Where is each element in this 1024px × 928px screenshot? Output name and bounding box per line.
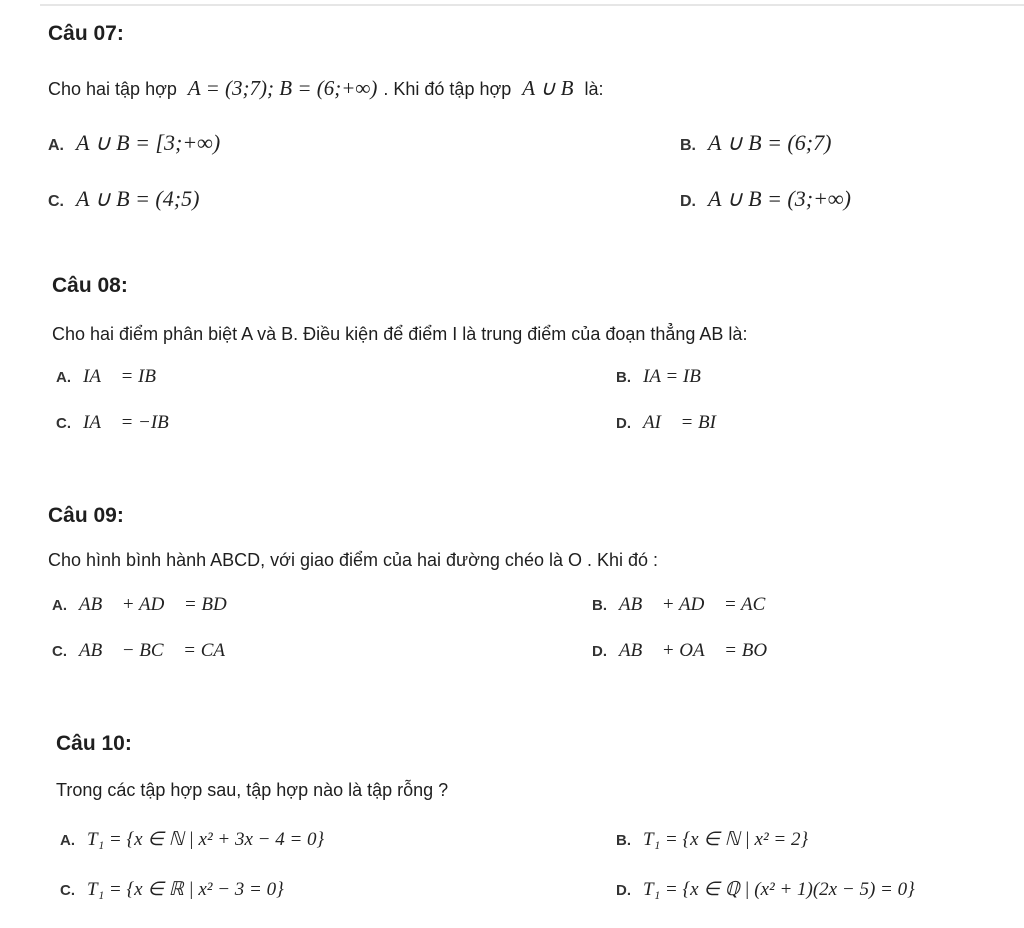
q9-option-a[interactable] [52, 594, 242, 616]
question-10-title: Câu 10: [56, 732, 132, 755]
question-7-text [48, 76, 603, 101]
option-expression: A ∪ B = [3;+∞) [76, 130, 221, 155]
q8-option-c[interactable] [56, 412, 184, 434]
option-expression: T₁ = {x ∈ ℚ | (x² + 1)(2x − 5) = 0} [643, 879, 915, 900]
option-letter: B. [592, 597, 607, 614]
question-7-middle: . Khi đó tập hợp [383, 79, 512, 99]
question-8-title: Câu 08: [52, 274, 128, 297]
option-letter: A. [52, 597, 67, 614]
option-letter: D. [592, 643, 607, 660]
q7-option-b[interactable] [680, 130, 831, 156]
option-letter: A. [48, 137, 64, 154]
q7-option-a[interactable] [48, 130, 220, 156]
option-expression: AI⃗ = BI⃗ [643, 412, 731, 433]
option-letter: D. [616, 882, 631, 899]
question-10-text: Trong các tập hợp sau, tập hợp nào là tập rỗng ? [56, 780, 449, 800]
question-9-title: Câu 09: [48, 504, 124, 527]
q10-option-d[interactable] [616, 878, 915, 901]
option-expression: IA = IB [643, 366, 701, 387]
question-7-end: là: [584, 79, 604, 99]
option-expression: IA⃗ = −IB⃗ [83, 412, 184, 433]
option-letter: C. [52, 643, 67, 660]
q10-option-b[interactable] [616, 828, 808, 851]
q8-option-d[interactable] [616, 412, 731, 434]
q7-option-d[interactable] [680, 186, 851, 212]
question-9-text: Cho hình bình hành ABCD, với giao điểm của hai đường chéo là O . Khi đó : [48, 550, 659, 570]
option-expression: A ∪ B = (3;+∞) [708, 186, 851, 211]
top-divider [40, 4, 1024, 6]
option-expression: T₁ = {x ∈ ℕ | x² = 2} [643, 829, 809, 850]
option-expression: IA⃗ = IB⃗ [83, 366, 171, 387]
option-expression: AB⃗ + AD⃗ = BD⃗ [79, 594, 242, 615]
option-expression: A ∪ B = (4;5) [76, 186, 200, 211]
option-expression: T₁ = {x ∈ ℕ | x² + 3x − 4 = 0} [87, 829, 325, 850]
option-letter: A. [56, 369, 71, 386]
option-letter: B. [680, 137, 696, 154]
q9-option-d[interactable] [592, 640, 782, 662]
q10-option-a[interactable] [60, 828, 324, 851]
option-expression: AB⃗ + OA⃗ = BO⃗ [619, 640, 782, 661]
option-letter: B. [616, 369, 631, 386]
question-7-math: A = (3;7); B = (6;+∞) [187, 76, 378, 100]
option-letter: C. [56, 415, 71, 432]
question-7-title: Câu 07: [48, 22, 124, 45]
question-7-lead: Cho hai tập hợp [48, 79, 177, 99]
q10-option-c[interactable] [60, 878, 284, 901]
q7-option-c[interactable] [48, 186, 199, 212]
option-letter: C. [48, 193, 64, 210]
option-letter: A. [60, 832, 75, 849]
q9-option-b[interactable] [592, 594, 780, 616]
option-expression: A ∪ B = (6;7) [708, 130, 832, 155]
q9-option-c[interactable] [52, 640, 240, 662]
option-expression: AB⃗ − BC⃗ = CA⃗ [79, 640, 240, 661]
option-expression: AB⃗ + AD⃗ = AC⃗ [619, 594, 781, 615]
question-7-math2: A ∪ B [522, 76, 574, 100]
option-letter: D. [616, 415, 631, 432]
q8-option-a[interactable] [56, 366, 171, 388]
question-8-text: Cho hai điểm phân biệt A và B. Điều kiện để điểm I là trung điểm của đoạn thẳng AB là: [52, 324, 748, 344]
option-letter: B. [616, 832, 631, 849]
q8-option-b[interactable] [616, 366, 701, 388]
option-letter: D. [680, 193, 696, 210]
option-letter: C. [60, 882, 75, 899]
option-expression: T₁ = {x ∈ ℝ | x² − 3 = 0} [87, 879, 284, 900]
